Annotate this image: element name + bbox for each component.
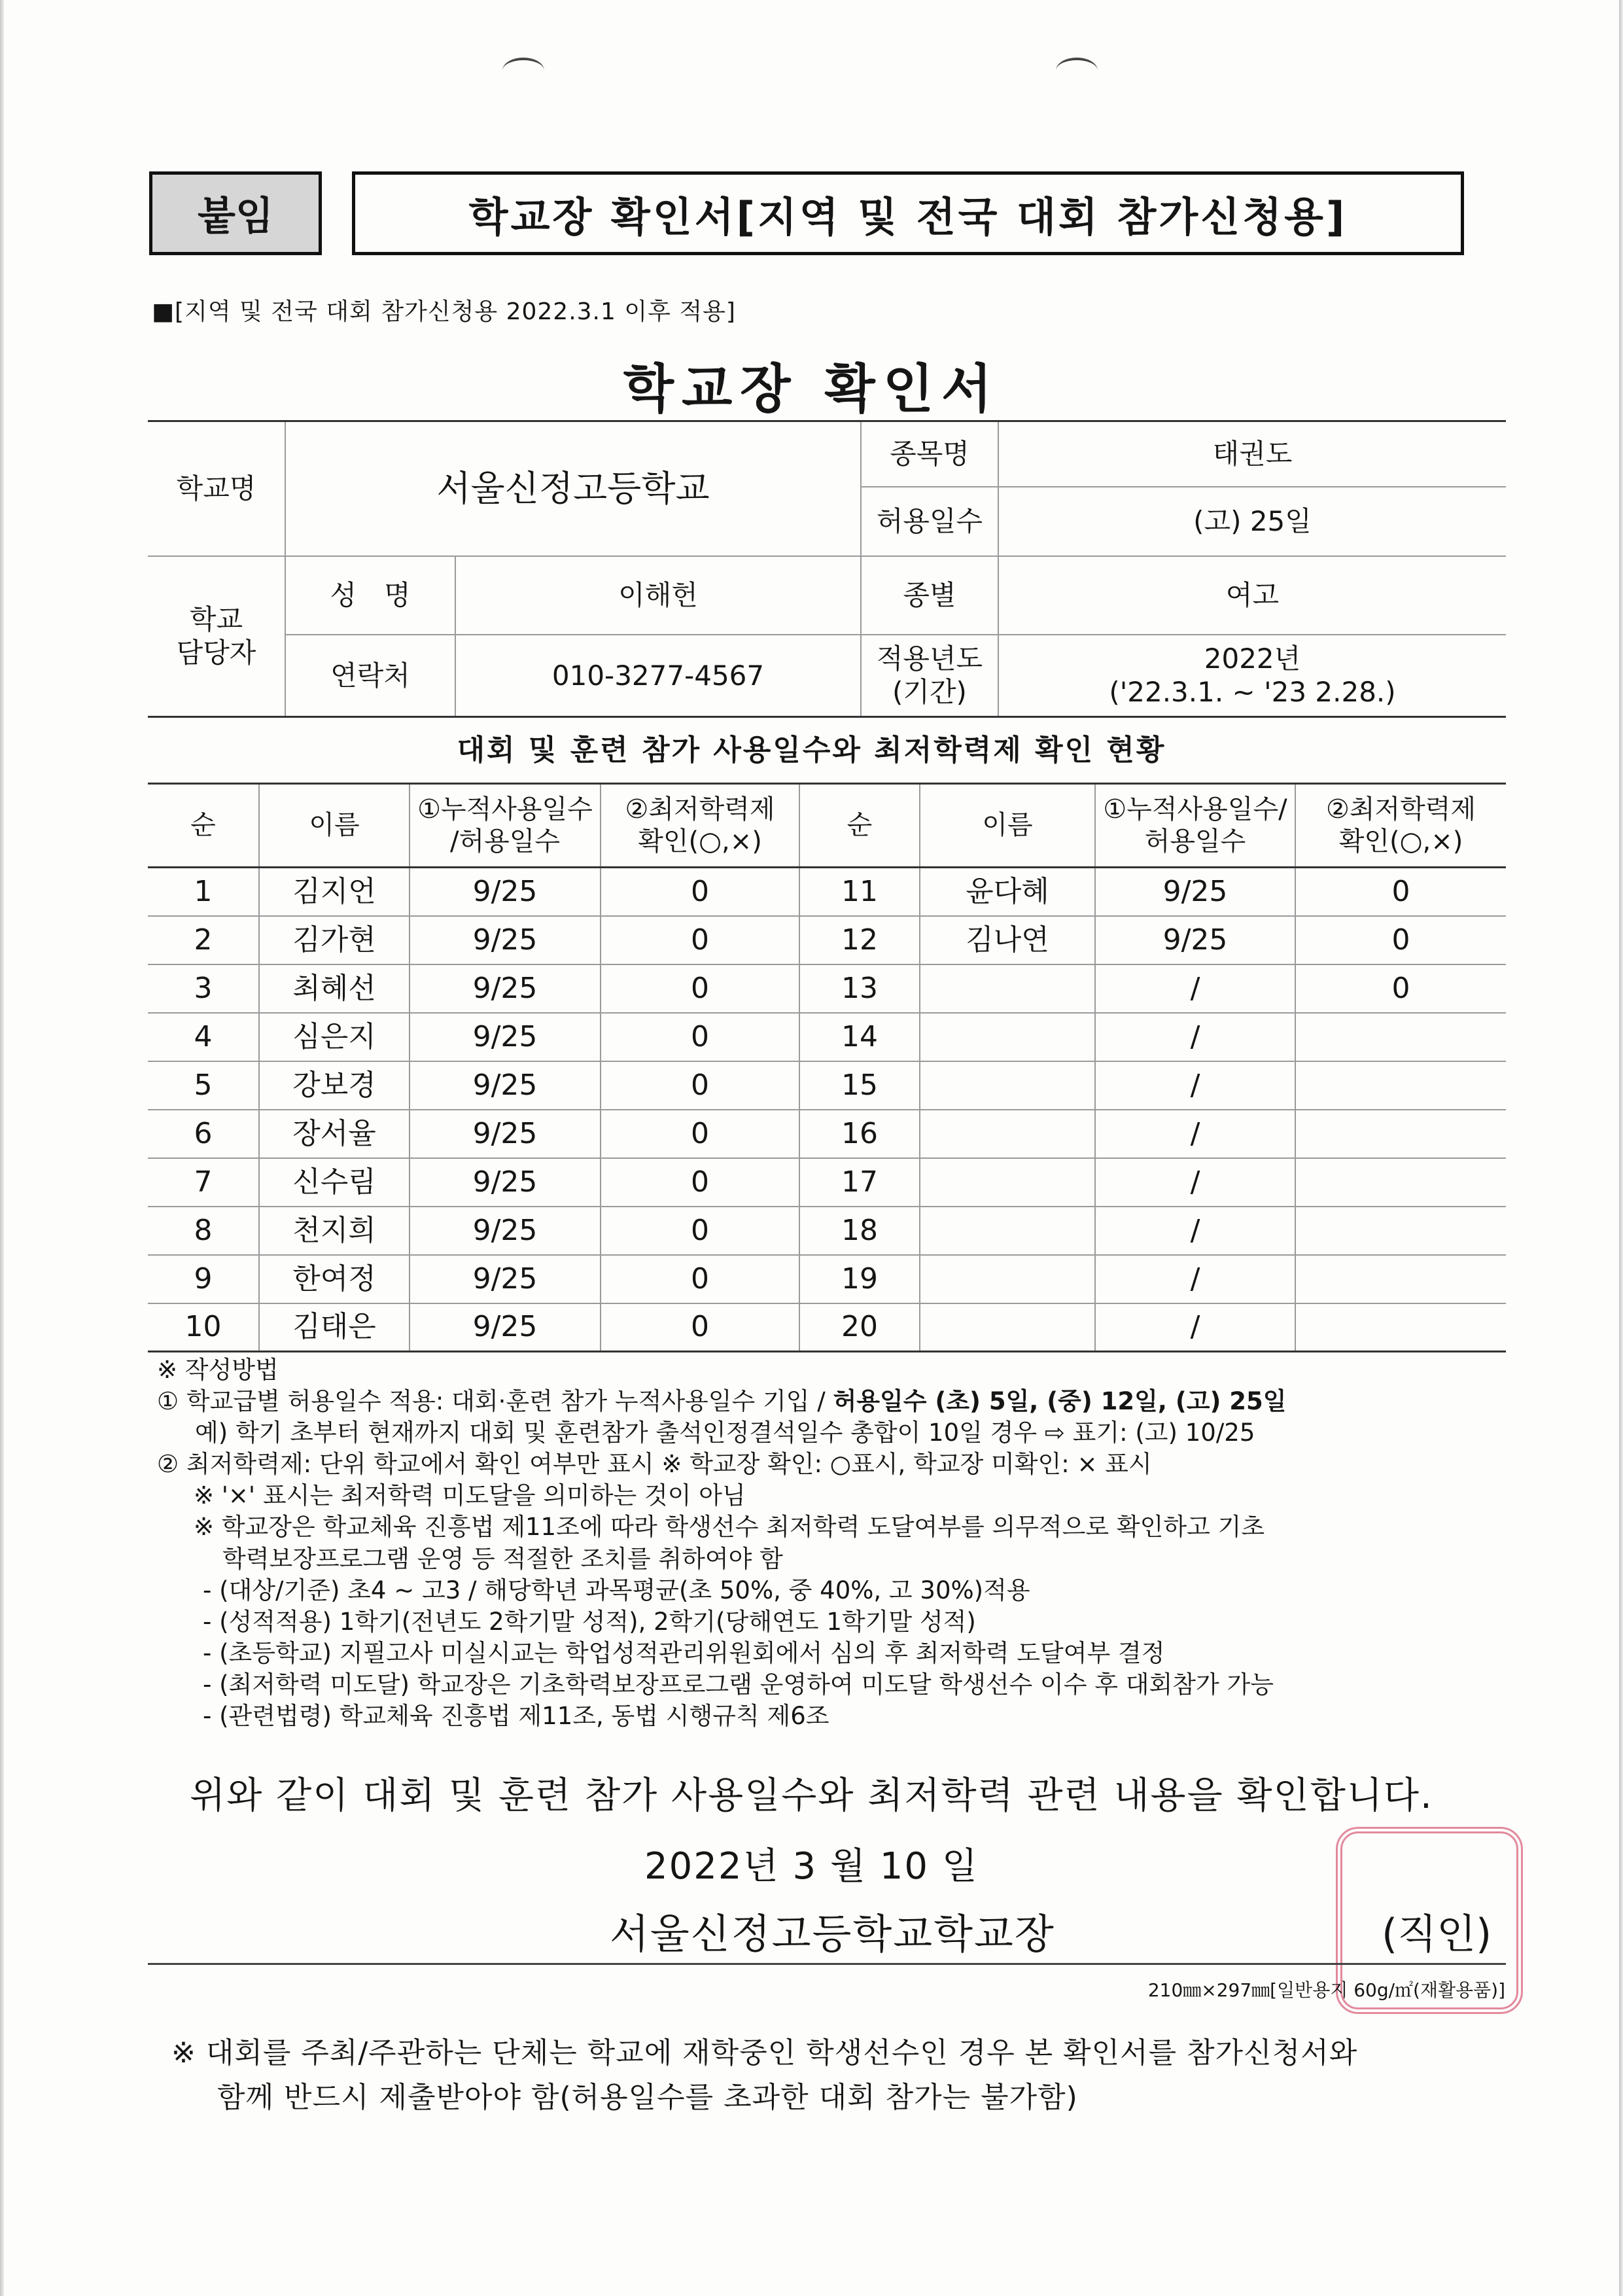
cell-left-no: 9 — [148, 1255, 259, 1303]
instruction-line-11: - (관련법령) 학교체육 진흥법 제11조, 동법 시행규칙 제6조 — [203, 1702, 829, 1731]
year-value-line1: 2022년 — [1204, 643, 1301, 675]
cell-right-days: / — [1095, 1061, 1295, 1110]
table-row — [148, 916, 1506, 964]
cell-left-name: 한여정 — [259, 1255, 410, 1303]
cell-right-days: / — [1095, 1255, 1295, 1303]
table-row — [148, 964, 1506, 1013]
cell-right-days: / — [1095, 1110, 1295, 1158]
category-label: 종별 — [861, 556, 998, 635]
cell-right-name — [920, 1255, 1095, 1303]
contact-value: 010-3277-4567 — [455, 635, 861, 717]
cell-left-name: 심은지 — [259, 1013, 410, 1061]
cell-left-name: 김가현 — [259, 916, 410, 964]
cell-left-days: 9/25 — [410, 1207, 601, 1255]
footer-note — [171, 2031, 1357, 2120]
table-row — [148, 868, 1506, 916]
col-name: 이름 — [259, 784, 410, 868]
instruction-line-7: - (대상/기준) 초4 ~ 고3 / 해당학년 과목평균(초 50%, 중 40%, 고 30%)적용 — [203, 1576, 1030, 1604]
paper-spec: 210㎜×297㎜[일반용지 60g/㎡(재활용품)] — [1147, 1979, 1505, 2001]
event-label: 종목명 — [861, 421, 998, 487]
cell-left-days: 9/25 — [410, 1061, 601, 1110]
page-title: 학교장 확인서 — [623, 359, 1000, 419]
cell-left-no: 1 — [148, 868, 259, 916]
divider — [148, 1963, 1506, 1965]
table-row — [148, 1255, 1506, 1303]
cell-left-check: 0 — [601, 1303, 799, 1352]
instruction-line-5: ※ 학교장은 학교체육 진흥법 제11조에 따라 학생선수 최저학력 도달여부를 의무적으로 확인하고 기초 — [194, 1513, 1265, 1542]
issue-date: 2022년 3 월 10 일 — [644, 1845, 979, 1888]
cell-right-check — [1295, 1013, 1506, 1061]
cell-right-no: 12 — [799, 916, 920, 964]
manager-label-line2: 담당자 — [176, 637, 256, 669]
year-value-line2: ('22.3.1. ~ '23 2.28.) — [1109, 676, 1396, 709]
table-row — [148, 1158, 1506, 1207]
col-days-right-line1: ①누적사용일수/ — [1103, 794, 1287, 824]
school-label: 학교명 — [148, 421, 285, 556]
cell-left-name: 강보경 — [259, 1061, 410, 1110]
col-no-right: 순 — [799, 784, 920, 868]
scan-edge-right — [1619, 0, 1623, 2296]
table-row — [148, 1207, 1506, 1255]
cell-right-name — [920, 1303, 1095, 1352]
cell-right-no: 16 — [799, 1110, 920, 1158]
cell-right-name — [920, 1158, 1095, 1207]
cell-left-name: 김태은 — [259, 1303, 410, 1352]
confirmation-statement: 위와 같이 대회 및 훈련 참가 사용일수와 최저학력 관련 내용을 확인합니다. — [190, 1775, 1433, 1817]
seal-label: (직인) — [1382, 1910, 1492, 1958]
cell-left-no: 3 — [148, 964, 259, 1013]
cell-right-check: 0 — [1295, 868, 1506, 916]
table-row — [148, 1061, 1506, 1110]
table-row — [148, 1013, 1506, 1061]
event-value: 태권도 — [998, 421, 1506, 487]
instruction-line-4: ※ '×' 표시는 최저학력 미도달을 의미하는 것이 아님 — [194, 1481, 746, 1510]
footer-line-1: ※ 대회를 주최/주관하는 단체는 학교에 재학중인 학생선수인 경우 본 확인서를 참가신청서와 — [171, 2036, 1358, 2070]
instruction-line-1 — [157, 1386, 1287, 1417]
cell-left-check: 0 — [601, 1110, 799, 1158]
year-label-line1: 적용년도 — [876, 643, 983, 675]
cell-right-no: 17 — [799, 1158, 920, 1207]
cell-left-days: 9/25 — [410, 1303, 601, 1352]
school-info-table — [148, 420, 1506, 718]
cell-left-no: 7 — [148, 1158, 259, 1207]
cell-right-no: 11 — [799, 868, 920, 916]
year-value — [998, 635, 1506, 717]
cell-right-name: 윤다혜 — [920, 868, 1095, 916]
col-check-line2: 확인(○,×) — [638, 826, 762, 857]
category-value: 여고 — [998, 556, 1506, 635]
cell-left-days: 9/25 — [410, 1158, 601, 1207]
cell-left-days: 9/25 — [410, 916, 601, 964]
name-label: 성 명 — [285, 556, 455, 635]
cell-left-no: 10 — [148, 1303, 259, 1352]
cell-right-name — [920, 1013, 1095, 1061]
cell-right-name — [920, 1061, 1095, 1110]
cell-right-days: 9/25 — [1095, 916, 1295, 964]
cell-left-check: 0 — [601, 1061, 799, 1110]
col-check-right — [1295, 784, 1506, 868]
cell-right-days: / — [1095, 1207, 1295, 1255]
cell-right-days: / — [1095, 1303, 1295, 1352]
instruction-line-3: ② 최저학력제: 단위 학교에서 확인 여부만 표시 ※ 학교장 확인: ○표시, 학교장 미확인: × 표시 — [157, 1450, 1152, 1479]
cell-right-name: 김나연 — [920, 916, 1095, 964]
cell-right-days: / — [1095, 1158, 1295, 1207]
cell-left-no: 6 — [148, 1110, 259, 1158]
footer-line-2: 함께 반드시 제출받아야 함(허용일수를 초과한 대회 참가는 불가함) — [217, 2081, 1078, 2115]
table-row — [148, 1303, 1506, 1352]
applicability-note: ■[지역 및 전국 대회 참가신청용 2022.3.1 이후 적용] — [152, 298, 736, 325]
cell-left-check: 0 — [601, 1207, 799, 1255]
col-check-right-line2: 확인(○,×) — [1338, 826, 1463, 857]
cell-left-no: 5 — [148, 1061, 259, 1110]
cell-right-no: 13 — [799, 964, 920, 1013]
cell-right-name — [920, 964, 1095, 1013]
cell-right-no: 15 — [799, 1061, 920, 1110]
cell-right-name — [920, 1207, 1095, 1255]
instruction-line-9: - (초등학교) 지필고사 미실시교는 학업성적관리위원회에서 심의 후 최저학력 도달여부 결정 — [203, 1638, 1165, 1667]
cell-right-check — [1295, 1207, 1506, 1255]
year-label-line2: (기간) — [892, 676, 967, 709]
instruction-line-8: - (성적적용) 1학기(전년도 2학기말 성적), 2학기(당해연도 1학기말 성적) — [203, 1607, 976, 1636]
cell-right-no: 19 — [799, 1255, 920, 1303]
roster-title: 대회 및 훈련 참가 사용일수와 최저학력제 확인 현황 — [457, 733, 1166, 767]
cell-left-name: 김지언 — [259, 868, 410, 916]
instruction-line-2: 예) 학기 초부터 현재까지 대회 및 훈련참가 출석인정결석일수 총합이 10일 경우 ⇨ 표기: (고) 10/25 — [195, 1419, 1255, 1447]
cell-left-check: 0 — [601, 964, 799, 1013]
cell-left-name: 최혜선 — [259, 964, 410, 1013]
cell-left-days: 9/25 — [410, 868, 601, 916]
col-days — [410, 784, 601, 868]
roster-table — [148, 783, 1506, 1352]
cell-right-check: 0 — [1295, 916, 1506, 964]
header-title: 학교장 확인서[지역 및 전국 대회 참가신청용] — [352, 171, 1464, 255]
col-no: 순 — [148, 784, 259, 868]
punch-hole-right — [1056, 58, 1098, 84]
col-days-right-line2: 허용일수 — [1144, 826, 1246, 857]
cell-right-no: 20 — [799, 1303, 920, 1352]
instruction-line-1a: ① 학교급별 허용일수 적용: 대회·훈련 참가 누적사용일수 기입 / — [157, 1387, 833, 1416]
cell-left-name: 천지희 — [259, 1207, 410, 1255]
manager-label-line1: 학교 — [189, 603, 243, 636]
cell-left-days: 9/25 — [410, 1255, 601, 1303]
instruction-line-10: - (최저학력 미도달) 학교장은 기초학력보장프로그램 운영하여 미도달 학생선수 이수 후 대회참가 가능 — [203, 1670, 1274, 1699]
cell-right-days: 9/25 — [1095, 868, 1295, 916]
manager-label — [148, 556, 285, 717]
cell-left-check: 0 — [601, 1255, 799, 1303]
cell-right-no: 14 — [799, 1013, 920, 1061]
table-row — [148, 1110, 1506, 1158]
attachment-badge: 붙임 — [149, 171, 322, 255]
cell-left-no: 8 — [148, 1207, 259, 1255]
roster-header-row — [148, 784, 1506, 868]
col-check-right-line1: ②최저학력제 — [1325, 794, 1476, 824]
col-check-line1: ②최저학력제 — [625, 794, 775, 824]
instructions — [157, 1354, 1287, 1732]
instruction-line-6: 학력보장프로그램 운영 등 적절한 조치를 취하여야 함 — [222, 1544, 783, 1573]
school-value: 서울신정고등학교 — [285, 421, 861, 556]
year-label — [861, 635, 998, 717]
instructions-heading: ※ 작성방법 — [157, 1356, 279, 1384]
contact-label: 연락처 — [285, 635, 455, 717]
cell-left-days: 9/25 — [410, 964, 601, 1013]
col-days-line2: /허용일수 — [449, 826, 561, 857]
allowed-days-label: 허용일수 — [861, 487, 998, 556]
manager-name: 이해헌 — [455, 556, 861, 635]
cell-left-days: 9/25 — [410, 1013, 601, 1061]
col-days-line1: ①누적사용일수 — [417, 794, 593, 824]
cell-left-name: 장서율 — [259, 1110, 410, 1158]
cell-right-check — [1295, 1061, 1506, 1110]
signer-title: 서울신정고등학교학교장 — [610, 1910, 1055, 1958]
cell-left-days: 9/25 — [410, 1110, 601, 1158]
cell-left-name: 신수림 — [259, 1158, 410, 1207]
instruction-line-1b: 허용일수 (초) 5일, (중) 12일, (고) 25일 — [833, 1387, 1287, 1416]
punch-hole-left — [502, 58, 544, 84]
cell-left-check: 0 — [601, 916, 799, 964]
allowed-days-value: (고) 25일 — [998, 487, 1506, 556]
col-days-right — [1095, 784, 1295, 868]
cell-right-check — [1295, 1303, 1506, 1352]
cell-left-no: 4 — [148, 1013, 259, 1061]
cell-right-check — [1295, 1158, 1506, 1207]
cell-right-check — [1295, 1110, 1506, 1158]
col-name-right: 이름 — [920, 784, 1095, 868]
cell-right-no: 18 — [799, 1207, 920, 1255]
cell-right-check: 0 — [1295, 964, 1506, 1013]
scan-edge-left — [0, 0, 4, 2296]
cell-right-name — [920, 1110, 1095, 1158]
cell-left-check: 0 — [601, 1013, 799, 1061]
cell-right-check — [1295, 1255, 1506, 1303]
cell-left-check: 0 — [601, 868, 799, 916]
col-check — [601, 784, 799, 868]
cell-left-no: 2 — [148, 916, 259, 964]
cell-left-check: 0 — [601, 1158, 799, 1207]
cell-right-days: / — [1095, 1013, 1295, 1061]
cell-right-days: / — [1095, 964, 1295, 1013]
